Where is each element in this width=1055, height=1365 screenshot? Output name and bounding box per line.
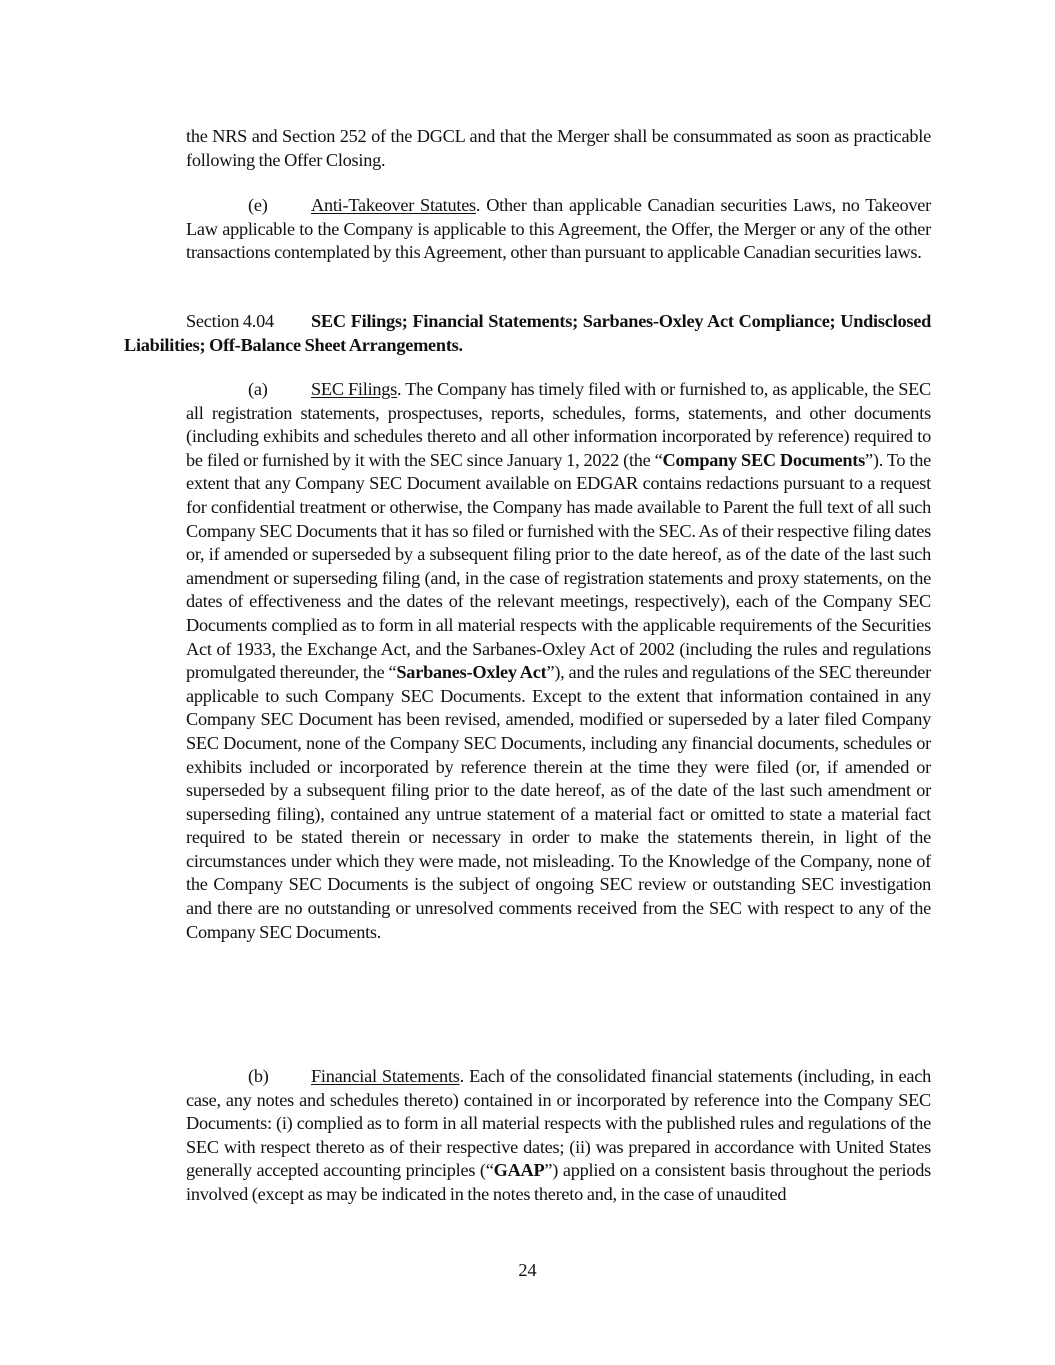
clause-text: . Other than applicable Canadian securities Laws, no Takeover Law applicable to the Company is applicable to this Agreement, the Offer, the Merger or any of the other transactions contemplated by this Agreement, other than pursuant to applicable Canadian securities laws. — [186, 195, 931, 263]
clause-label: (e) — [248, 195, 268, 215]
section-number: Section 4.04 — [186, 311, 274, 331]
defined-term: GAAP — [493, 1160, 545, 1181]
clause-title: SEC Filings — [311, 379, 398, 399]
clause-text: ”). To the extent that any Company SEC Document available on EDGAR contains redactions pursuant to a request for confidential treatment or otherwise, the Company has made available to Parent the full text of all such Company SEC Documents that it has so filed or furnished with the SEC. As of their respective filing dates or, if amended or superseded by a subsequent filing prior to the date hereof, as of the date of the last such amendment or superseding filing (and, in the case of registration statements and proxy statements, on the dates of effectiveness and the dates of the relevant meetings, respectively), each of the Company SEC Documents complied as to form in all material respects with the applicable requirements of the Securities Act of 1933, the Exchange Act, and the Sarbanes-Oxley Act of 2002 (including the rules and regulations promulgated thereunder, the “ — [186, 449, 931, 683]
clause-text: . Each of the consolidated financial statements (including, in each case, any notes and schedules thereto) contained in or incorporated by reference into the Company SEC Documents: (i) complied as to form in all material respects with the published rules and regulations of the SEC with respect thereto as of their respective dates; (ii) was prepared in accordance with United States generally accepted accounting principles (“ — [186, 1066, 931, 1181]
clause-title: Anti-Takeover Statutes — [311, 195, 476, 215]
clause-text: . The Company has timely filed with or furnished to, as applicable, the SEC all registration statements, prospectuses, reports, schedules, forms, statements, and other documents (including exhibits and schedules thereto and all other information incorporated by reference) required to be filed or furnished by it with the SEC since January 1, 2022 (the “ — [186, 379, 931, 470]
intro-paragraph: the NRS and Section 252 of the DGCL and that the Merger shall be consummated as soon as practicable following the Offer Closing. — [186, 126, 931, 170]
clause-text: ”), and the rules and regulations of the SEC thereunder applicable to such Company SEC Documents. Except to the extent that information contained in any Company SEC Document has been revised, amended, modified or superseded by a later filed Company SEC Document, none of the Company SEC Documents, including any financial documents, schedules or exhibits included or incorporated by reference therein at the time they were filed (or, if amended or superseded by a subsequent filing prior to the date hereof, as of the date of the last such amendment or superseding filing), contained any untrue statement of a material fact or omitted to state a material fact required to be stated therein or necessary in order to make the statements therein, in light of the circumstances under which they were made, not misleading. To the Knowledge of the Company, none of the Company SEC Documents is the subject of ongoing SEC review or outstanding SEC investigation and there are no outstanding or unresolved comments received from the SEC with respect to any of the Company SEC Documents. — [186, 662, 932, 942]
paragraph-e — [186, 194, 931, 265]
defined-term: Sarbanes-Oxley Act — [396, 662, 547, 683]
clause-label: (b) — [248, 1066, 269, 1086]
clause-text: ”) applied on a consistent basis throughout the periods involved (except as may be indicated in the notes thereto and, in the case of unaudited — [186, 1160, 932, 1204]
paragraph-a — [186, 378, 931, 944]
section-title: SEC Filings; Financial Statements; Sarbanes-Oxley Act Compliance; Undisclosed Liabilities; Off-Balance Sheet Arrangements. — [124, 311, 931, 355]
clause-title: Financial Statements — [311, 1066, 460, 1086]
defined-term: Company SEC Documents — [662, 449, 866, 470]
section-heading — [124, 310, 931, 357]
page-number: 24 — [518, 1260, 537, 1280]
paragraph-b — [186, 1065, 931, 1207]
clause-label: (a) — [248, 379, 268, 399]
